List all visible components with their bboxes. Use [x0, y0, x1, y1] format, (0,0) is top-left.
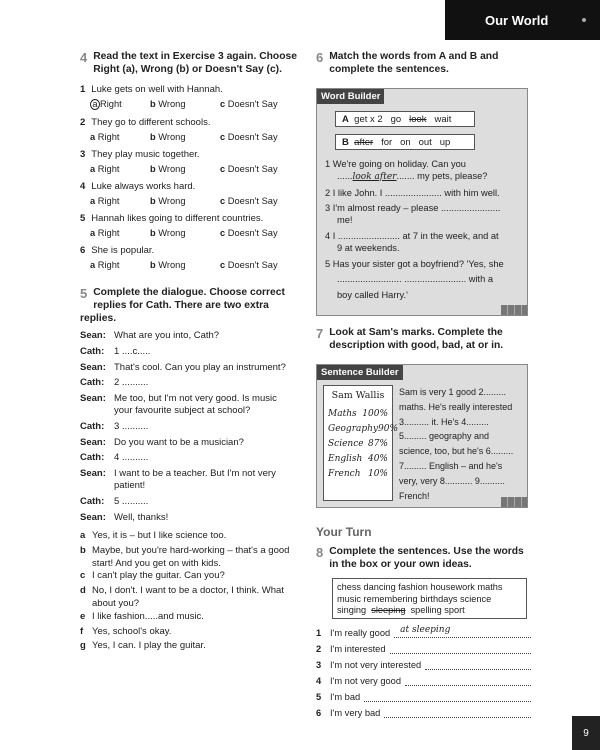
speaker: Cath:: [80, 377, 105, 389]
option-label: Right: [100, 99, 122, 109]
exercise-number: 7: [316, 326, 324, 341]
sentence: [325, 171, 525, 184]
reply-text: I can't play the guitar. Can you?: [92, 570, 225, 582]
question-item: [80, 181, 300, 206]
dialogue-line: [80, 468, 310, 480]
sentence: 3 I'm almost ready – please .......................: [325, 203, 501, 214]
handwritten-answer: at sleeping: [400, 625, 451, 635]
sentence-line[interactable]: [316, 625, 531, 638]
option-letter: a: [90, 228, 96, 238]
reply-option: [80, 570, 310, 582]
option-label: Right: [97, 260, 120, 270]
option-letter: b: [150, 228, 156, 238]
exercise-instruction: Read the text in Exercise 3 again. Choose Right (a), Wrong (b) or Doesn't Say (c).: [93, 51, 297, 75]
word: for: [381, 137, 393, 148]
exercise-instruction: Match the words from A and B and complete the sentences.: [329, 51, 499, 75]
subject: Geography: [328, 424, 379, 434]
description-line: Sam is very 1 good 2.........: [399, 387, 507, 397]
sentence-line[interactable]: [316, 708, 531, 718]
sentence-line[interactable]: [316, 644, 531, 654]
question-text: [80, 84, 300, 96]
question-number: 6: [80, 245, 86, 256]
question-item: [80, 84, 300, 110]
dialogue-line: [80, 330, 310, 342]
option-label: Right: [97, 228, 120, 238]
answer-blank[interactable]: 4 ..........: [114, 452, 149, 464]
sentence: boy called Harry.': [337, 290, 408, 301]
mark-row: [328, 439, 388, 449]
reply-option: [80, 585, 310, 597]
word: wait: [434, 114, 452, 125]
reply-text: start! And you get on with kids.: [92, 557, 221, 569]
row-label: A: [342, 114, 349, 125]
word-box: [332, 578, 527, 619]
reply-option: [80, 640, 310, 652]
option-right[interactable]: [90, 99, 150, 110]
speaker: Sean:: [80, 436, 106, 448]
sentence-start: I'm not very good: [330, 676, 402, 686]
word-list: chess dancing fashion housework maths: [337, 582, 503, 592]
sentence-line[interactable]: [316, 692, 531, 702]
exercise-4: [80, 50, 300, 76]
row-label: B: [342, 137, 349, 148]
option-label: Doesn't Say: [227, 260, 278, 270]
option-label: Doesn't Say: [227, 196, 278, 206]
option-right[interactable]: [90, 196, 150, 206]
dialogue-line: [80, 393, 310, 405]
sentence: 5 Has your sister got a boyfriend? 'Yes, she: [325, 258, 504, 269]
sentence-start: I'm very bad: [330, 708, 381, 718]
mark: 100%: [362, 409, 388, 419]
reply-letter: [80, 558, 92, 570]
option-letter: b: [150, 132, 156, 142]
reply-letter: e: [80, 610, 86, 622]
option-label: Wrong: [158, 196, 186, 206]
dot-icon: [582, 18, 586, 22]
speaker: Cath:: [80, 345, 105, 357]
dialogue-line: [80, 480, 310, 492]
word-crossed: sleeping: [371, 605, 406, 615]
exercise-number: 4: [80, 50, 88, 65]
dialogue-line: [80, 512, 310, 524]
subject: Science: [328, 439, 364, 449]
description-line: French!: [399, 490, 430, 501]
dialogue-text: Do you want to be a musician?: [114, 436, 244, 448]
section-title: Our World: [485, 12, 549, 28]
question-item: [80, 117, 300, 142]
question-text: [80, 181, 300, 193]
answer-blank[interactable]: [425, 660, 531, 670]
question-text: [80, 117, 300, 129]
reply-letter: g: [80, 640, 86, 652]
reply-option: [80, 545, 310, 557]
option-letter: c: [220, 260, 226, 270]
speaker: Sean:: [80, 330, 106, 341]
word-builder: [316, 88, 528, 316]
student-name: Sam Wallis: [331, 390, 385, 401]
your-turn-sentences: [316, 625, 531, 724]
sentence: ......................... ........................ with a: [337, 274, 494, 285]
question-label: They play music together.: [91, 149, 200, 160]
sentence-start: I'm not very interested: [330, 660, 422, 670]
question-number: 2: [80, 117, 86, 128]
option-label: Wrong: [158, 132, 186, 142]
question-number: 4: [80, 181, 86, 192]
ex4-items: [80, 84, 300, 277]
reply-text: No, I don't. I want to be a doctor, I think. What: [92, 585, 284, 597]
speaker: Cath:: [80, 495, 105, 507]
dialogue-text: I want to be a teacher. But I'm not very: [114, 468, 276, 480]
option-letter: a: [90, 196, 96, 206]
word: on: [400, 137, 411, 148]
brick-icon: [501, 497, 527, 507]
option-doesnt-say[interactable]: [220, 260, 278, 270]
exercise-number: 8: [316, 545, 324, 560]
option-label: Right: [97, 132, 120, 142]
option-wrong[interactable]: [150, 228, 220, 238]
answer-blank[interactable]: [405, 676, 531, 686]
dialogue-text: Well, thanks!: [114, 511, 169, 523]
description-line: maths. He's really interested: [399, 401, 513, 412]
sentence-line[interactable]: [316, 660, 531, 670]
option-letter: b: [150, 260, 156, 270]
answer-blank[interactable]: [394, 625, 531, 638]
builder-title: Word Builder: [317, 89, 384, 104]
exercise-instruction: Complete the dialogue. Choose correct replies for Cath. There are two extra replies.: [80, 287, 285, 324]
reply-text: Maybe, but you're hard-working – that's a good: [92, 544, 290, 556]
dialogue-line: [80, 452, 310, 464]
question-item: [80, 213, 300, 238]
mark: 87%: [367, 439, 388, 449]
option-doesnt-say[interactable]: [220, 99, 278, 110]
option-label: Wrong: [158, 260, 186, 270]
word-crossed: after: [354, 137, 374, 148]
sentence-tail: ....... my pets, please?: [396, 170, 488, 181]
dialogue-line: [80, 405, 310, 417]
word: singing: [337, 605, 367, 615]
option-letter: a: [90, 132, 96, 142]
answer-blank[interactable]: 2 ..........: [114, 377, 149, 389]
option-letter: c: [220, 164, 226, 174]
marks-card: [323, 385, 399, 501]
sentence-number: 6: [316, 708, 322, 718]
mark-row: [328, 424, 399, 434]
option-right[interactable]: [90, 228, 150, 238]
dialogue-line: [80, 421, 310, 433]
question-number: 3: [80, 149, 86, 160]
exercise-number: 5: [80, 286, 88, 301]
question-item: [80, 245, 300, 270]
dialogue-line: [80, 346, 310, 358]
sentence-start: I'm interested: [330, 644, 386, 654]
dialogue-line: [80, 496, 310, 508]
answer-blank[interactable]: [364, 692, 531, 702]
sentence: 1 We're going on holiday. Can you: [325, 159, 466, 169]
word-list: [337, 605, 522, 617]
speaker: [80, 405, 114, 417]
option-right[interactable]: [90, 132, 150, 142]
mark: 40%: [367, 454, 388, 464]
exercise-7: [316, 326, 531, 352]
reply-letter: b: [80, 544, 86, 556]
question-label: Luke gets on well with Hannah.: [91, 84, 223, 95]
dialogue-text: your favourite subject at school?: [114, 404, 251, 416]
option-wrong[interactable]: [150, 260, 220, 270]
sentence: me!: [337, 215, 353, 226]
option-doesnt-say[interactable]: [220, 132, 278, 142]
sentence: 9 at weekends.: [337, 242, 400, 253]
speaker: Sean:: [80, 393, 106, 405]
option-letter: b: [150, 196, 156, 206]
sentence-number: 2: [316, 644, 322, 654]
option-label: Wrong: [158, 99, 186, 109]
reply-letter: f: [80, 625, 84, 637]
option-label: Doesn't Say: [227, 99, 278, 109]
question-label: Luke always works hard.: [91, 181, 196, 192]
option-label: Doesn't Say: [227, 164, 278, 174]
word-row-a: [335, 111, 475, 127]
reply-option: [80, 626, 310, 638]
sentence-start: I'm really good: [330, 628, 391, 638]
reply-option: [80, 611, 310, 623]
handwritten-answer: look after: [352, 171, 397, 182]
exercise-instruction: Look at Sam's marks. Complete the description with good, bad, at or in.: [329, 327, 504, 351]
sentence-start: I'm bad: [330, 692, 361, 702]
speaker: Sean:: [80, 511, 106, 523]
reply-options: [80, 530, 310, 655]
word-crossed: look: [409, 114, 427, 125]
option-label: Doesn't Say: [227, 132, 278, 142]
option-label: Doesn't Say: [227, 228, 278, 238]
answer-options: [80, 228, 300, 238]
dialogue-text: patient!: [114, 479, 146, 491]
builder-title: Sentence Builder: [317, 365, 403, 380]
word: go: [390, 114, 402, 125]
dialogue-text: What are you into, Cath?: [114, 330, 220, 341]
option-doesnt-say[interactable]: [220, 228, 278, 238]
sentence: 2 I like John. I ...................... with him well.: [325, 187, 500, 198]
answer-blank[interactable]: 1 ....c.....: [114, 345, 151, 357]
question-label: She is popular.: [91, 245, 155, 256]
section-tab: [445, 0, 600, 40]
question-item: [80, 149, 300, 174]
speaker: Sean:: [80, 468, 106, 480]
option-right[interactable]: [90, 164, 150, 174]
question-label: They go to different schools.: [91, 117, 211, 128]
exercise-5: [80, 286, 305, 325]
mark-row: [328, 469, 388, 479]
dialogue: [80, 330, 310, 527]
dialogue-line: [80, 437, 310, 449]
word: spelling sport: [410, 605, 465, 615]
mark: 10%: [367, 469, 388, 479]
speaker: Cath:: [80, 452, 105, 464]
marks-description: [399, 387, 525, 505]
dialogue-line: [80, 377, 310, 389]
question-number: 1: [80, 84, 86, 95]
sentence: 4 I ........................ at 7 in the week, and at: [325, 230, 499, 241]
speaker: Sean:: [80, 361, 106, 373]
subject: Maths: [328, 409, 357, 419]
reply-letter: a: [80, 530, 86, 541]
exercise-8: [316, 545, 531, 571]
answer-blank[interactable]: 5 ..........: [114, 495, 149, 507]
sentence-number: 5: [316, 692, 322, 702]
option-letter: c: [220, 132, 226, 142]
answer-blank[interactable]: [390, 644, 531, 654]
description-line: science, too, but he's 6.........: [399, 446, 514, 457]
description-line: very, very 8........... 9..........: [399, 475, 505, 486]
word: get x 2: [354, 114, 383, 125]
option-letter: a: [90, 260, 96, 270]
subject: French: [328, 469, 361, 479]
option-letter: c: [220, 228, 226, 238]
mark-row: [328, 454, 388, 464]
option-right[interactable]: [90, 260, 150, 270]
exercise-number: 6: [316, 50, 324, 65]
option-wrong[interactable]: [150, 196, 220, 206]
dialogue-text: That's cool. Can you play an instrument?: [114, 361, 286, 373]
answer-options: [80, 196, 300, 206]
answer-options: [80, 260, 300, 270]
option-label: Wrong: [158, 164, 186, 174]
answer-options: [80, 99, 300, 110]
answer-options: [80, 132, 300, 142]
description-line: 7......... English – and he's: [399, 460, 503, 471]
reply-text: I like fashion.....and music.: [92, 610, 204, 622]
question-text: [80, 213, 300, 225]
option-doesnt-say[interactable]: [220, 196, 278, 206]
reply-letter: [80, 598, 92, 610]
your-turn-title: Your Turn: [316, 525, 372, 539]
question-text: [80, 245, 300, 257]
answer-options: [80, 164, 300, 174]
reply-text: Yes, it is – but I like science too.: [92, 530, 227, 541]
option-letter: b: [150, 164, 156, 174]
question-number: 5: [80, 213, 86, 224]
option-wrong[interactable]: [150, 99, 220, 110]
exercise-6: [316, 50, 531, 76]
speaker: [80, 480, 114, 492]
sentence-number: 1: [316, 628, 322, 638]
question-text: [80, 149, 300, 161]
subject: English: [328, 454, 363, 464]
word-builder-sentences: [325, 159, 525, 302]
reply-letter: d: [80, 585, 86, 597]
question-label: Hannah likes going to different countries.: [91, 213, 264, 224]
reply-text: about you?: [92, 597, 140, 609]
blank: ......: [337, 170, 353, 181]
mark-row: [328, 409, 388, 419]
description-line: 3.......... it. He's 4.........: [399, 416, 489, 427]
sentence-builder: [316, 364, 528, 508]
option-label: Right: [97, 164, 120, 174]
circled-answer: a: [90, 99, 100, 110]
reply-option: [80, 530, 310, 542]
reply-option: [80, 558, 310, 570]
option-letter: c: [220, 99, 226, 109]
reply-text: Yes, school's okay.: [92, 625, 172, 637]
option-wrong[interactable]: [150, 132, 220, 142]
option-label: Right: [97, 196, 120, 206]
speaker: Cath:: [80, 420, 105, 432]
reply-option: [80, 598, 310, 610]
mark: 90%: [378, 424, 399, 434]
option-label: Wrong: [158, 228, 186, 238]
brick-icon: [501, 305, 527, 315]
word: up: [439, 137, 451, 148]
word-row-b: [335, 134, 475, 150]
option-doesnt-say[interactable]: [220, 164, 278, 174]
reply-letter: c: [80, 570, 86, 582]
answer-blank[interactable]: 3 ..........: [114, 420, 149, 432]
option-wrong[interactable]: [150, 164, 220, 174]
word: out: [418, 137, 432, 148]
page-number: 9: [572, 716, 600, 750]
word-list: music remembering birthdays science: [337, 593, 492, 604]
dialogue-line: [80, 362, 310, 374]
option-letter: b: [150, 99, 156, 109]
description-line: 5......... geography and: [399, 431, 490, 442]
sentence-line[interactable]: [316, 676, 531, 686]
answer-blank[interactable]: [384, 708, 531, 718]
dialogue-text: Me too, but I'm not very good. Is music: [114, 393, 277, 405]
reply-text: Yes, I can. I play the guitar.: [92, 640, 206, 652]
sentence-number: 3: [316, 660, 322, 670]
exercise-instruction: Complete the sentences. Use the words in the box or your own ideas.: [329, 546, 524, 570]
sentence-number: 4: [316, 676, 322, 686]
option-letter: a: [90, 164, 96, 174]
option-letter: c: [220, 196, 226, 206]
